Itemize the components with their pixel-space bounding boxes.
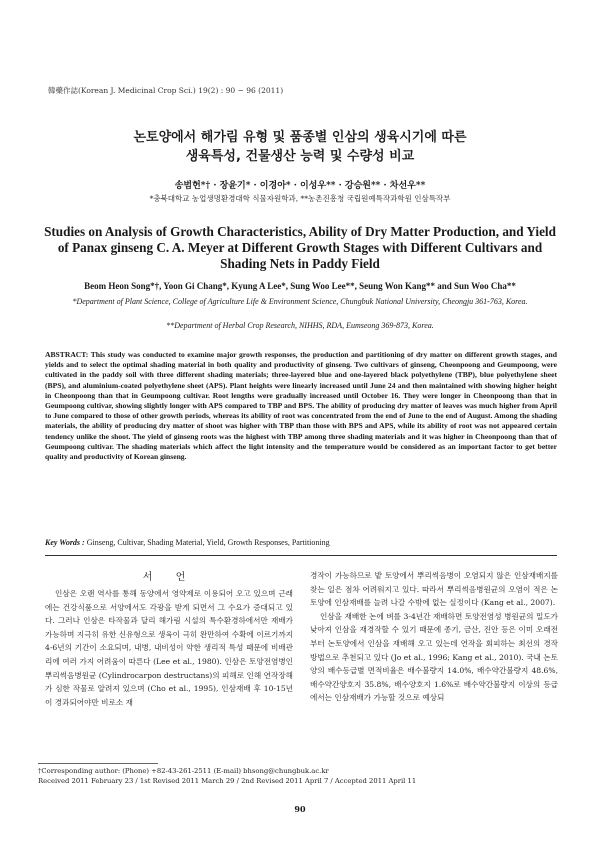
right-column	[310, 569, 558, 757]
korean-title-line-1: 논토양에서 해가림 유형 및 품종별 인삼의 생육시기에 따른	[133, 130, 467, 145]
keywords-list: Ginseng, Cultivar, Shading Material, Yield, Growth Responses, Partitioning	[86, 538, 330, 547]
footnote-received: Received 2011 February 23 / 1st Revised 2011 March 29 / 2nd Revised 2011 April 7 / Accepted 2011 April 11	[38, 777, 417, 785]
english-affiliation-2: **Department of Herbal Crop Research, NIHHS, RDA, Eumseong 369-873, Korea.	[166, 321, 434, 330]
intro-paragraph-1: 인삼은 오랜 역사를 통해 동양에서 영약제로 이용되어 오고 있으며 근래에는 건강식품으로 서양에서도 각광을 받게 되면서 그 수요가 증대되고 있다. 그러나 인삼은 타작물과 달리 해가림 시설의 특수환경하에서만 재배가 가능하며 지극히 유한 신유형으로 생육이 극히 완만하여 수확에 이르기까지 4-6년의 기간이 소요되며, 내병, 내비성이 약한 생리적 특성 때문에 비배관리에 여러 가지 어려움이 따른다 (Lee et al., 1980). 인삼은 토양전염병인 뿌리썩음병원균 (Cylindrocarpon destructans)의 피해로 인해 연작장해가 심한 작물로 알려져 있으며 (Cho et al., 1995), 인삼재배 후 10-15년이 경과되어야만 비로소 재	[45, 589, 293, 707]
intro-paragraph-2: 인삼을 재배한 논에 벼를 3-4년간 재배하면 토양전염성 병원균의 밀도가 낮아져 인삼을 재경작할 수 있기 때문에 종기, 금산, 진안 등은 이미 오래전부터 논토양에서 인삼을 재배해 오고 있는데 연작을 회피하는 최선의 경작방법으로 추천되고 있다 (Jo et al., 1996; Kang et al., 2010). 국내 논토양의 배수등급별 면적비율은 배수불량지 14.0%, 배수약간불량지 48.6%, 배수약간양호지 35.8%, 배수양호지 1.6%로 배수약간불량지 이상의 등급에서는 인삼재배가 가능할 것으로 예상되	[310, 611, 558, 703]
keywords	[45, 538, 557, 547]
footnote-correspondence: †Corresponding author: (Phone) +82-43-261-2511 (E-mail) bhsong@chungbuk.ac.kr	[38, 767, 329, 775]
english-affiliation-1: *Department of Plant Science, College of Agriculture Life & Environment Science, Chungbuk National University, Cheongju 361-763, Korea.	[72, 297, 528, 306]
keywords-label: Key Words :	[45, 538, 85, 547]
abstract-divider	[45, 555, 557, 556]
korean-title-line-2: 생육특성, 건물생산 능력 및 수량성 비교	[185, 149, 415, 164]
section-heading-intro: 서 언	[142, 572, 196, 583]
journal-citation: 韓藥作誌(Korean J. Medicinal Crop Sci.) 19(2) : 90 − 96 (2011)	[48, 86, 284, 95]
footnote-divider	[38, 763, 158, 764]
left-column	[45, 587, 293, 757]
english-authors: Beom Heon Song*†, Yoon Gi Chang*, Kyung A Lee*, Sung Woo Lee**, Seung Won Kang** and Sun Woo Cha**	[84, 281, 516, 291]
korean-affiliation: *충북대학교 농업생명환경대학 식물자원학과, **농촌진흥청 국립원예특작과학원 인삼특작부	[149, 194, 451, 203]
korean-authors: 송범헌*† · 장윤기* · 이경아* · 이성우** · 강승원** · 차선우**	[174, 181, 426, 191]
intro-paragraph-cont: 경작이 가능하므로 밭 토양에서 뿌리썩음병이 오염되지 않은 인삼재배지를 찾는 일은 점차 어려워지고 있다. 따라서 뿌리썩음병원균의 오염이 적은 논토양에 인삼재배를 늘려 나갈 수밖에 없는 실정이다 (Kang et al., 2007).	[310, 571, 558, 608]
abstract: ABSTRACT: This study was conducted to examine major growth responses, the production and partitioning of dry matter on different growth stages, and yields and to select the optimal shading material in both quality and productivity of ginseng. Two cultivars of ginseng, Cheonpoong and Geumpoong, were cultivated in the paddy soil with three different shading materials; three-layered blue and one-layered black polyethylene (TBP), blue polyethylene sheet (BPS), and aluminium-coated polyethylene sheet (APS). Plant heights were linearly increased until June 24 and then maintained with showing higher height in Cheonpoong than that in Geumpoong cultivar. Root lengths were gradually increased until October 16. They were longer in Cheonpoong than that in Geumpoong cultivar, showing slightly longer with APS compared to TBP and BPS. The ability of producing dry matter of leaves was much higher from April to June compared to those of other growth periods, whereas its ability of root was concentrated from the end of June to the end of August. Among the shading materials, the ability of producing dry matter of shoot was higher with TBP than those with BPS and APS, while its ability of root was not appeared certain tendency unlike the shoot. The yield of ginseng roots was the highest with TBP among three shading materials and it was higher in Cheonpoong than that of Geumpoong cultivar. The shading materials which affect the light intensity and the temperature would be considered as an important factor to get better quality and productivity of Korean ginseng.	[45, 350, 557, 462]
english-title: Studies on Analysis of Growth Characteristics, Ability of Dry Matter Production, and Yield of Panax ginseng C. A. Meyer at Different Growth Stages with Different Cultivars and Shading Nets in Paddy Field	[44, 224, 556, 271]
page-number: 90	[294, 804, 306, 814]
